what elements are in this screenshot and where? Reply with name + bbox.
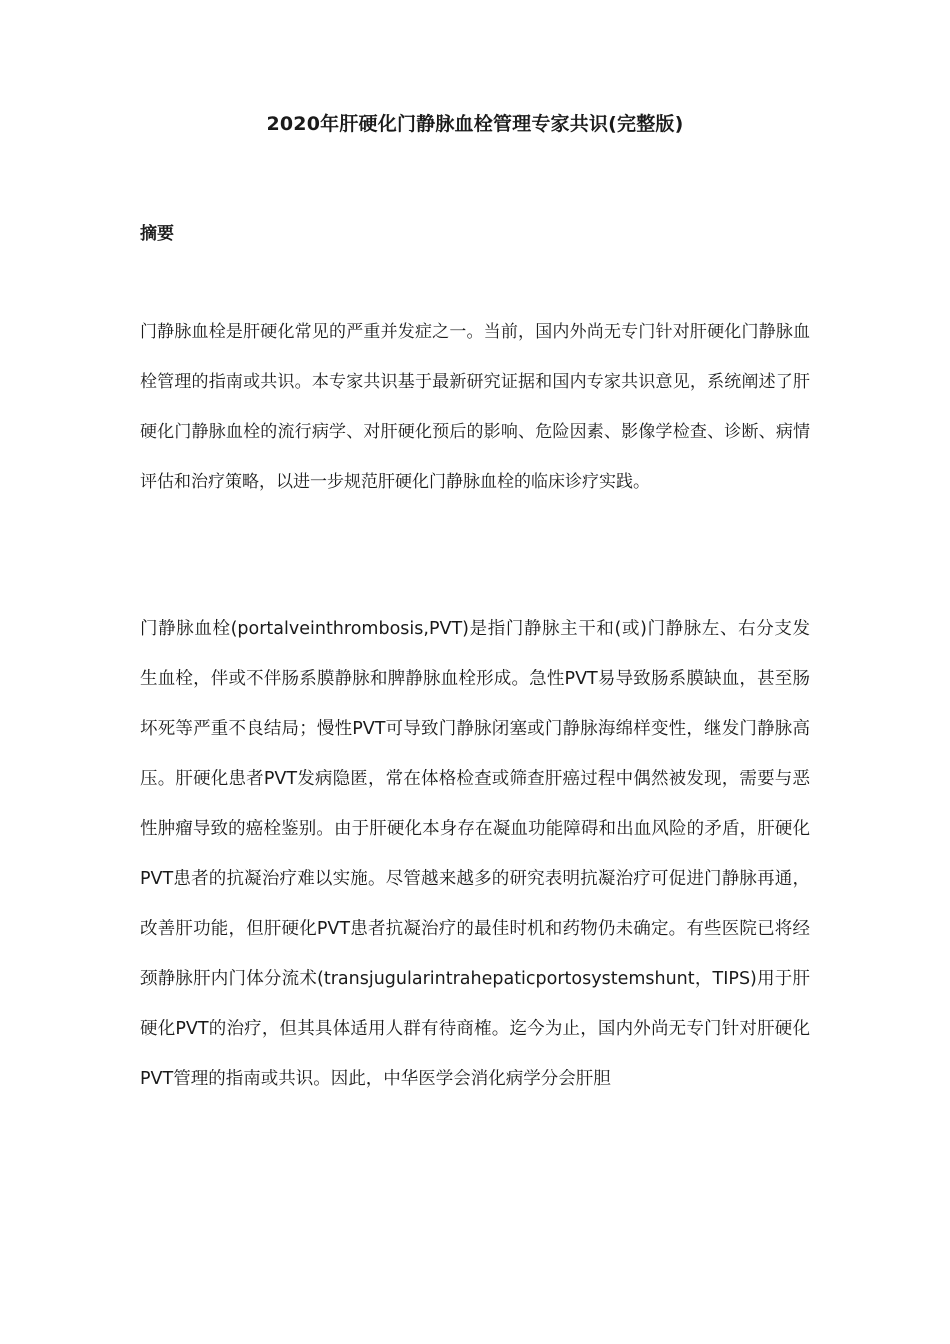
abstract-paragraph: 门静脉血栓是肝硬化常见的严重并发症之一。当前，国内外尚无专门针对肝硬化门静脉血栓管理的指南或共识。本专家共识基于最新研究证据和国内专家共识意见，系统阐述了肝硬化门静脉血栓的流行病学、对肝硬化预后的影响、危险因素、影像学检查、诊断、病情评估和治疗策略，以进一步规范肝硬化门静脉血栓的临床诊疗实践。: [140, 322, 810, 492]
document-title: 2020年肝硬化门静脉血栓管理专家共识(完整版): [266, 113, 684, 135]
intro-paragraph: 门静脉血栓(portalveinthrombosis,PVT)是指门静脉主干和(或)门静脉左、右分支发生血栓，伴或不伴肠系膜静脉和脾静脉血栓形成。急性PVT易导致肠系膜缺血，甚至肠坏死等严重不良结局；慢性PVT可导致门静脉闭塞或门静脉海绵样变性，继发门静脉高压。肝硬化患者PVT发病隐匿，常在体格检查或筛查肝癌过程中偶然被发现，需要与恶性肿瘤导致的癌栓鉴别。由于肝硬化本身存在凝血功能障碍和出血风险的矛盾，肝硬化PVT患者的抗凝治疗难以实施。尽管越来越多的研究表明抗凝治疗可促进门静脉再通，改善肝功能，但肝硬化PVT患者抗凝治疗的最佳时机和药物仍未确定。有些医院已将经颈静脉肝内门体分流术(transjugularintrahepaticportosystemshunt，TIPS)用于肝硬化PVT的治疗，但其具体适用人群有待商榷。迄今为止，国内外尚无专门针对肝硬化PVT管理的指南或共识。因此，中华医学会消化病学分会肝胆: [140, 619, 810, 1089]
abstract-heading: 摘要: [140, 224, 174, 244]
